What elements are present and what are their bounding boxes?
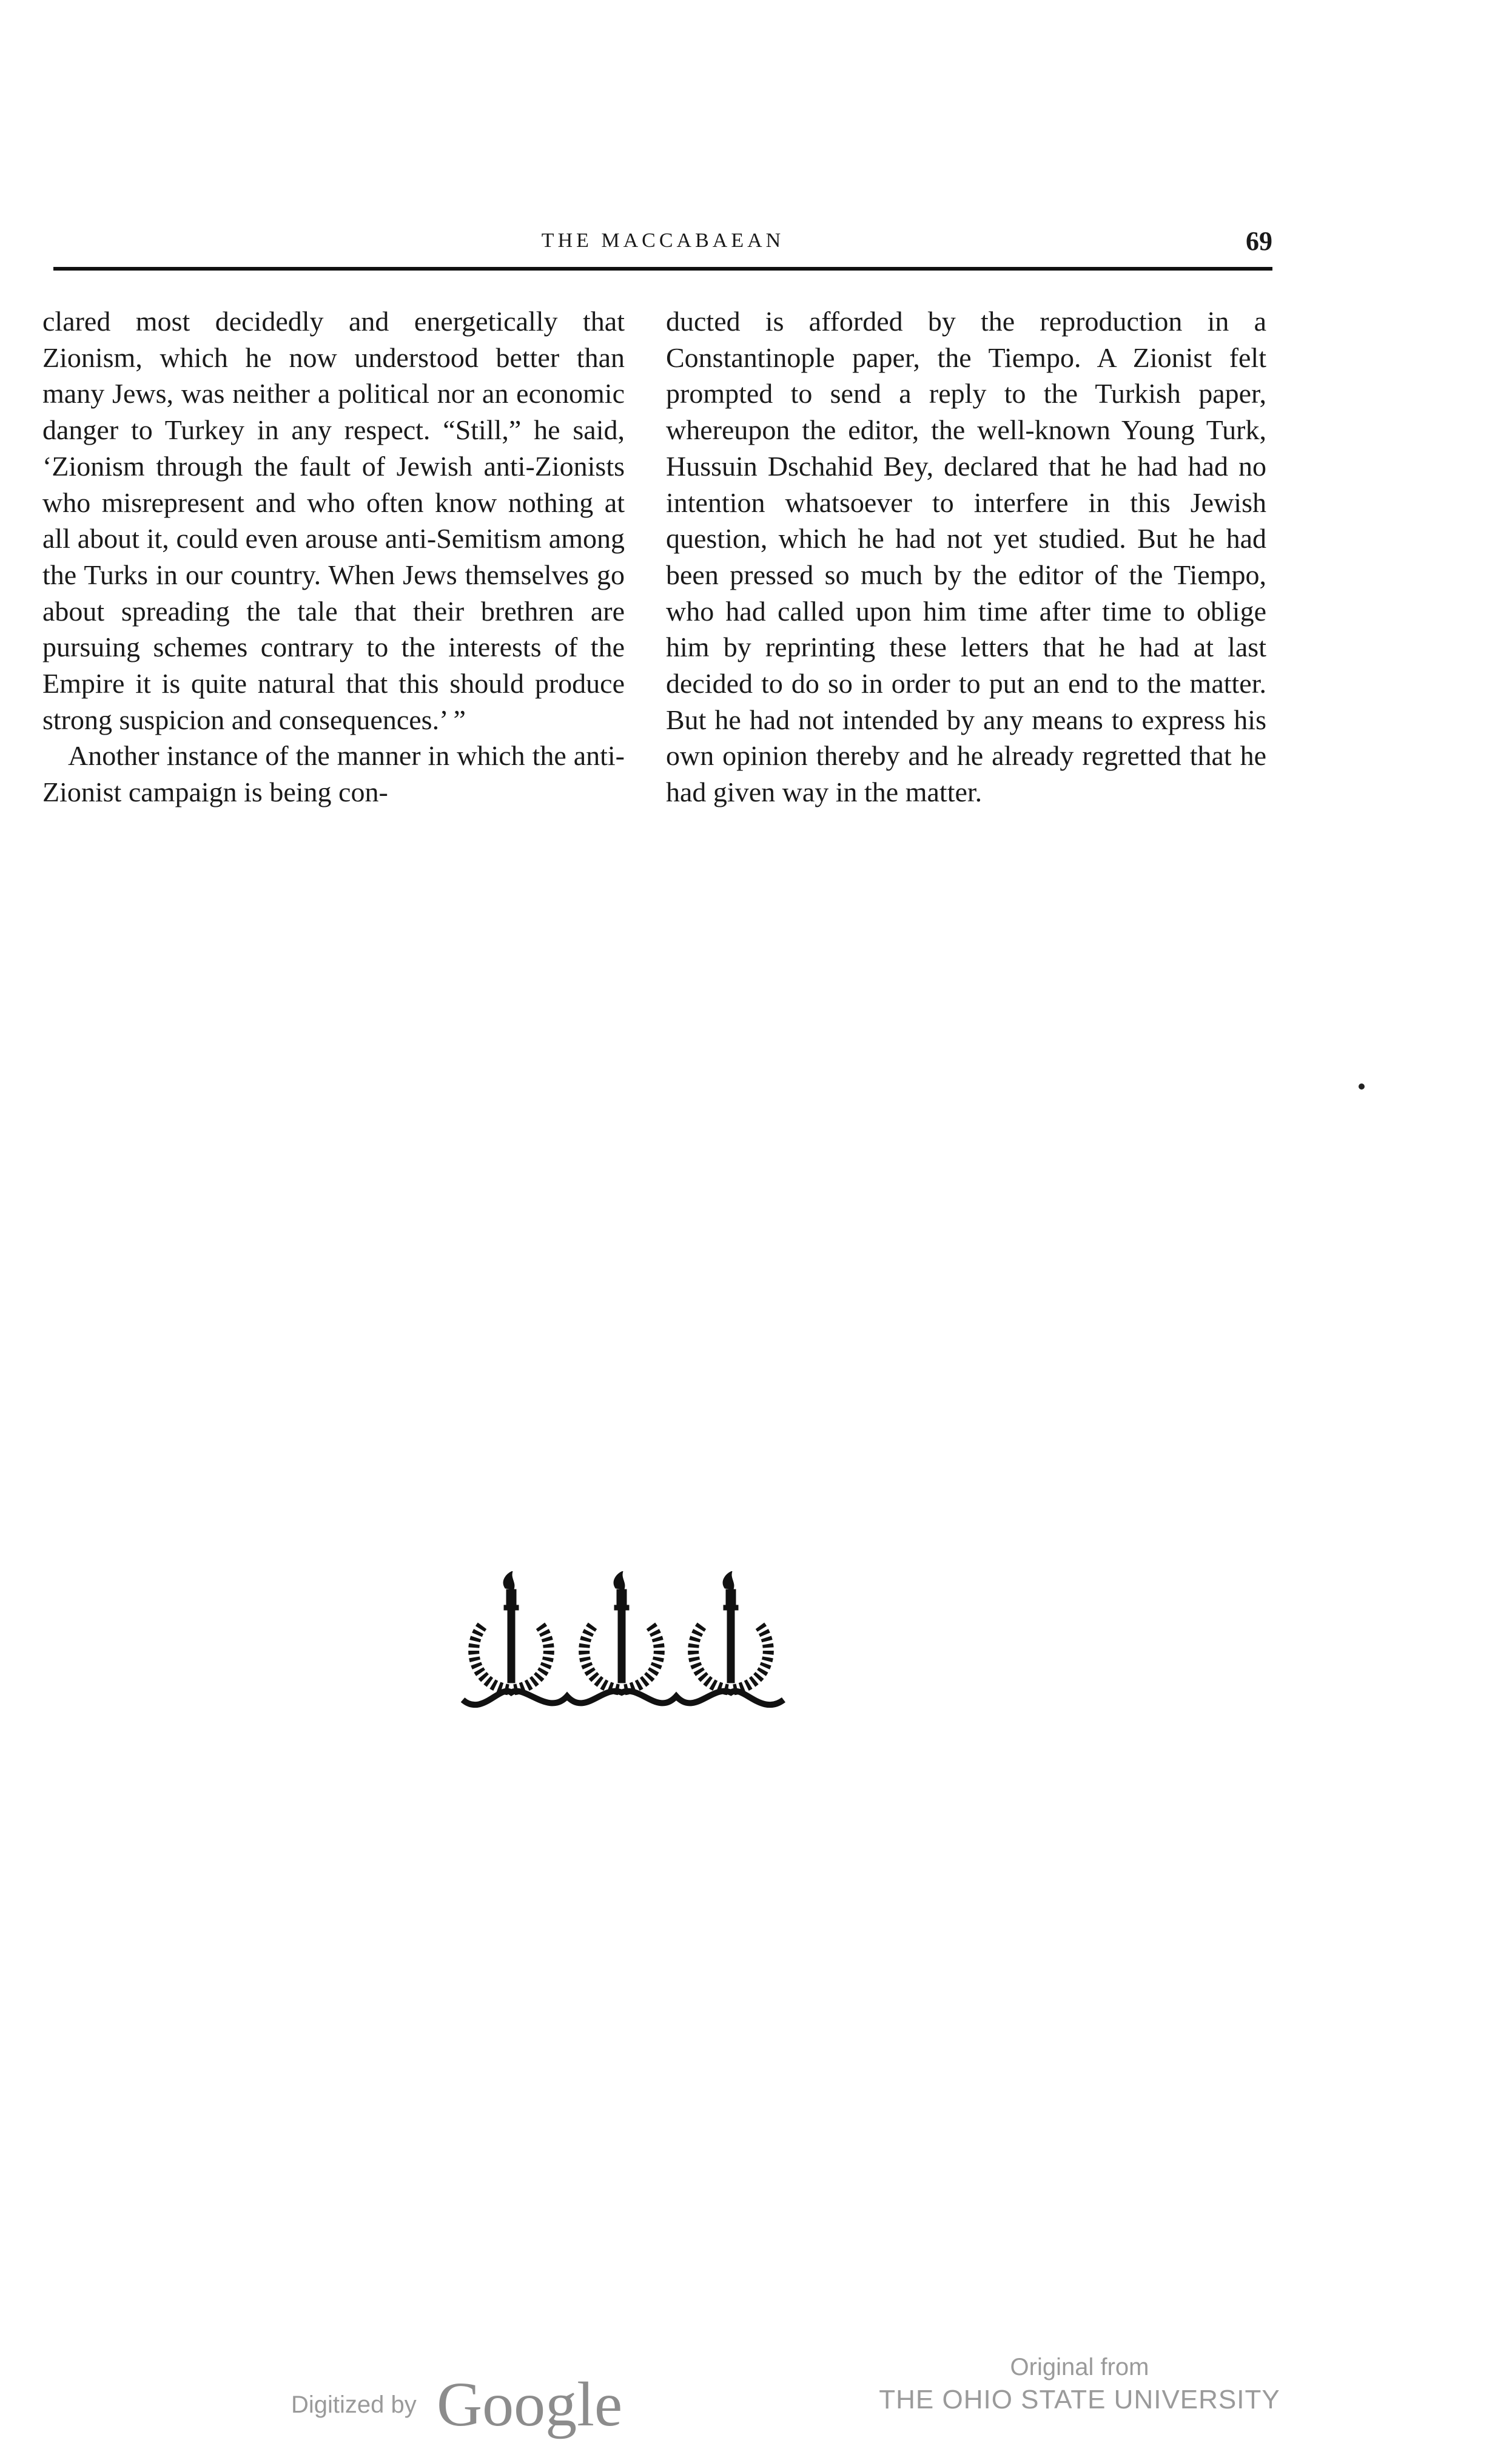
page-number: 69: [1246, 226, 1272, 256]
page-header: [53, 226, 1272, 257]
right-paragraph-1: ducted is afforded by the reproduction in a Constantinople paper, the Tiempo. A Zionist felt prompted to send a reply to the Turkish paper, whereupon the editor, the well-known Young Turk, Hussuin Dschahid Bey, declared that he had had no intention whatsoever to interfere in this Jewish question, which he had not yet studied. But he had been pressed so much by the editor of the Tiempo, who had called upon him time after time to oblige him by reprinting these letters that he had at last decided to do so in order to put an end to the matter. But he had not intended by any means to express his own opinion thereby and he already regretted that he had given way in the matter.: [666, 306, 1266, 808]
google-logo: Google: [437, 2370, 623, 2439]
institution-name: THE OHIO STATE UNIVERSITY: [879, 2385, 1280, 2414]
provenance-watermark: [861, 2354, 1298, 2415]
left-column: [42, 303, 625, 810]
scan-speck: [1359, 1083, 1365, 1090]
right-column: [666, 303, 1266, 810]
running-title: THE MACCABAEAN: [541, 229, 785, 252]
torch-icon: [503, 1571, 519, 1683]
torch-and-wreath-ornament-icon: [458, 1571, 788, 1717]
ribbon-icon: [463, 1691, 784, 1705]
digitized-by-label: Digitized by: [291, 2391, 417, 2418]
original-from-label: Original from: [1010, 2354, 1149, 2380]
left-paragraph-2: Another instance of the manner in which the anti-Zionist campaign is being con-: [42, 740, 625, 808]
torch-icon: [614, 1571, 629, 1683]
torch-icon: [723, 1571, 738, 1683]
left-paragraph-1: clared most decidedly and energetically that Zionism, which he now understood better than many Jews, was neither a political nor an economic danger to Turkey in any respect. “Still,” he said, ‘Zionism through the fault of Jewish anti-Zionists who misrepresent and who often know nothing at all about it, could even arouse anti-Semitism among the Turks in our country. When Jews themselves go about spreading the tale that their brethren are pursuing schemes contrary to the interests of the Empire it is quite natural that this should produce strong suspicion and consequences.’ ”: [42, 306, 625, 735]
header-rule: [53, 267, 1272, 271]
